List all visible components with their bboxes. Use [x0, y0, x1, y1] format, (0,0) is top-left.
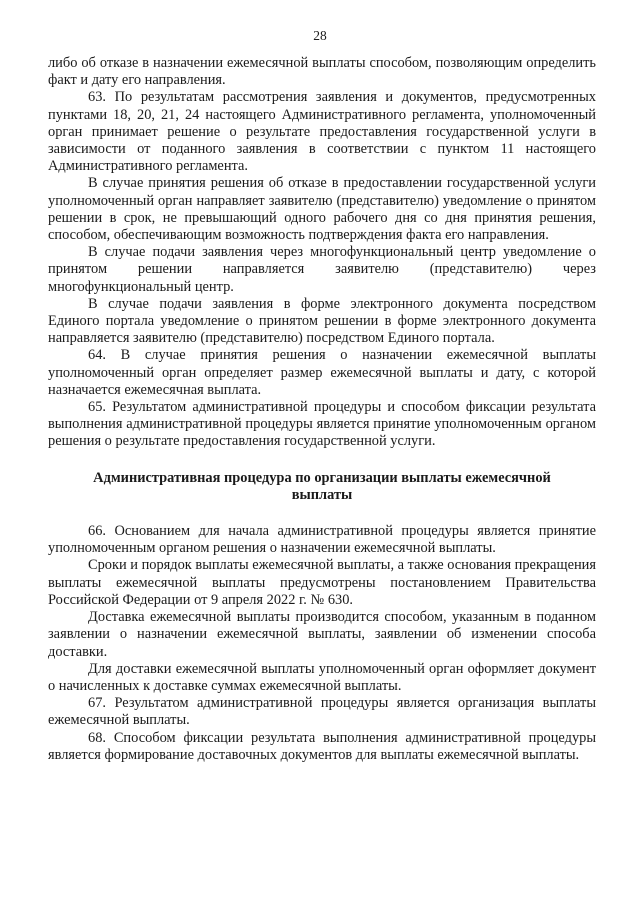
paragraph-66: 66. Основанием для начала административной процедуры является принятие уполномоченным органом решения о назначении ежемесячной выплаты.: [48, 523, 596, 557]
paragraph-66-terms: Сроки и порядок выплаты ежемесячной выплаты, а также основания прекращения выплаты ежемесячной выплаты предусмотрены постановлением Правительства Российской Федерации от 9 апреля 2022 г. № 630.: [48, 557, 597, 608]
paragraph-66-delivery: Доставка ежемесячной выплаты производится способом, указанным в поданном заявлении о назначении ежемесячной выплаты, заявлении об изменении способа доставки.: [48, 609, 596, 660]
paragraph-65: 65. Результатом административной процедуры и способом фиксации результата выполнения административной процедуры является принятие уполномоченным органом решения о результате предоставления государственной услуги.: [48, 399, 596, 450]
paragraph-63-portal: В случае подачи заявления в форме электронного документа посредством Единого портала уведомление о принятом решении в форме электронного документа направляется заявителю (представителю) посредством Единого портала.: [48, 295, 596, 347]
paragraph-68: 68. Способом фиксации результата выполнения административной процедуры является формирование доставочных документов для выплаты ежемесячной выплаты.: [48, 729, 596, 763]
paragraph-63-mfc: В случае подачи заявления через многофункциональный центр уведомление о принятом решении направляется заявителю (представителю) через многофункциональный центр.: [48, 244, 596, 295]
paragraph-63-refusal: В случае принятия решения об отказе в предоставлении государственной услуги уполномоченный орган направляет заявителю (представителю) уведомление о принятом решении в срок, не превышающий одного рабочего дня со дня принятия решения, способом, обеспечивающим возможность подтверждения факта его направления.: [48, 175, 596, 244]
paragraph-64: 64. В случае принятия решения о назначении ежемесячной выплаты уполномоченный орган определяет размер ежемесячной выплаты и дату, с которой назначается ежемесячная выплата.: [48, 347, 596, 398]
section-heading: Административная процедура по организации выплаты ежемесячной выплаты: [93, 469, 551, 503]
paragraph-63: 63. По результатам рассмотрения заявления и документов, предусмотренных пунктами 18, 20, 21, 24 настоящего Административного регламента, уполномоченный орган принимает решение о результате предоставления государственной услуги в зависимости от поданного заявления в соответствии с пунктом 11 настоящего Административного регламента.: [48, 89, 596, 175]
paragraph-66-document: Для доставки ежемесячной выплаты уполномоченный орган оформляет документ о начисленных к доставке суммах ежемесячной выплаты.: [48, 660, 596, 694]
paragraph-67: 67. Результатом административной процедуры является организация выплаты ежемесячной выплаты.: [48, 695, 596, 729]
page-number: 28: [313, 28, 327, 43]
paragraph-continuation: либо об отказе в назначении ежемесячной выплаты способом, позволяющим определить факт и дату его направления.: [48, 55, 596, 89]
document-body: [48, 55, 596, 764]
